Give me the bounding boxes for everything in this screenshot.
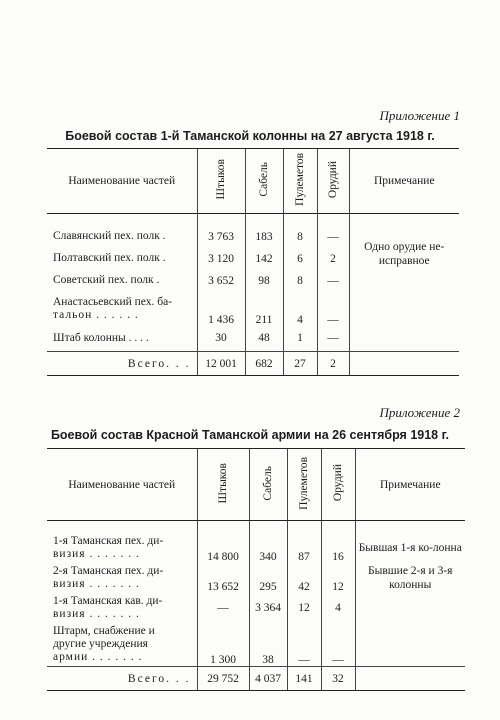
table-2 <box>47 448 465 691</box>
table-row <box>47 623 465 667</box>
header-sabers: Сабель <box>249 449 287 521</box>
sabers-value: 98 <box>245 270 283 292</box>
bayonets-value: 14 800 <box>197 533 249 563</box>
table-row <box>47 533 465 563</box>
header-guns: Орудий <box>317 149 349 214</box>
unit-name-line: Штарм, снабжение и <box>53 624 155 637</box>
bayonets-value: 13 652 <box>197 563 249 593</box>
sabers-value: 340 <box>249 533 287 563</box>
unit-name: Штаб колонны . . . . <box>53 331 149 344</box>
guns-value: — <box>317 270 349 292</box>
note-cell: Бывшие 2-я и 3-я колонны <box>355 563 465 593</box>
machine-guns-value: — <box>287 623 321 667</box>
machine-guns-value: 6 <box>283 248 317 270</box>
unit-name <box>47 563 197 593</box>
machine-guns-value: 42 <box>287 563 321 593</box>
header-name: Наименование частей <box>47 449 197 521</box>
table-2-title: Боевой состав Красной Таманской армии на 26 сентября 1918 г. <box>50 428 450 442</box>
table-row <box>47 563 465 593</box>
table-row <box>47 292 459 326</box>
total-row <box>47 352 459 376</box>
total-machine-guns: 141 <box>287 667 321 691</box>
guns-value: 4 <box>321 593 355 623</box>
header-name: Наименование частей <box>47 149 197 214</box>
machine-guns-value: 8 <box>283 226 317 248</box>
bayonets-value: 30 <box>197 326 245 352</box>
header-sabers: Сабель <box>245 149 283 214</box>
table-row <box>47 270 459 292</box>
bayonets-value: 1 300 <box>197 623 249 667</box>
unit-name-line: 1-я Таманская пех. ди- <box>53 534 164 547</box>
guns-value: 2 <box>317 248 349 270</box>
bayonets-value: — <box>197 593 249 623</box>
total-machine-guns: 27 <box>283 352 317 376</box>
unit-name <box>47 623 197 667</box>
guns-value: — <box>321 623 355 667</box>
header-bayonets: Штыков <box>197 149 245 214</box>
total-sabers: 682 <box>245 352 283 376</box>
unit-name-line: армии . . . . . . . <box>53 650 143 663</box>
unit-name-line: Анастасьевский пех. ба- <box>53 295 173 308</box>
total-row <box>47 667 465 691</box>
sabers-value: 3 364 <box>249 593 287 623</box>
unit-name: Полтавский пех. полк . <box>53 252 166 264</box>
machine-guns-value: 1 <box>283 326 317 352</box>
bayonets-value: 1 436 <box>197 292 245 326</box>
note-cell <box>355 593 465 623</box>
unit-name-line: тальон . . . . . . <box>53 308 139 321</box>
unit-name: Славянский пех. полк . <box>53 230 166 242</box>
unit-name: Советский пех. полк . <box>53 274 160 286</box>
note-cell <box>355 623 465 667</box>
header-bayonets: Штыков <box>197 449 249 521</box>
total-bayonets: 29 752 <box>197 667 249 691</box>
table-row <box>47 593 465 623</box>
guns-value: — <box>317 326 349 352</box>
bayonets-value: 3 652 <box>197 270 245 292</box>
bayonets-value: 3 763 <box>197 226 245 248</box>
total-guns: 32 <box>321 667 355 691</box>
table-1 <box>47 148 459 376</box>
unit-name-line: 1-я Таманская кав. ди- <box>53 594 163 607</box>
unit-name-line: визия . . . . . . . <box>53 607 140 620</box>
appendix-1-label: Приложение 1 <box>379 108 460 123</box>
unit-name <box>47 593 197 623</box>
unit-name-line: 2-я Таманская пех. ди- <box>53 564 164 577</box>
sabers-value: 48 <box>245 326 283 352</box>
machine-guns-value: 4 <box>283 292 317 326</box>
total-sabers: 4 037 <box>249 667 287 691</box>
unit-name-line: визия . . . . . . . <box>53 577 140 590</box>
sabers-value: 183 <box>245 226 283 248</box>
machine-guns-value: 87 <box>287 533 321 563</box>
machine-guns-value: 12 <box>287 593 321 623</box>
note-cell: Бывшая 1-я ко-лонна <box>355 533 465 563</box>
note-cell: Одно орудие не-исправное <box>349 226 459 270</box>
unit-name-line: другие учреждения <box>53 637 148 650</box>
guns-value: — <box>317 292 349 326</box>
header-machine-guns: Пулеметов <box>283 149 317 214</box>
guns-value: 16 <box>321 533 355 563</box>
sabers-value: 211 <box>245 292 283 326</box>
table-row <box>47 226 459 248</box>
guns-value: 12 <box>321 563 355 593</box>
machine-guns-value: 8 <box>283 270 317 292</box>
header-note: Примечание <box>355 449 465 521</box>
unit-name <box>47 533 197 563</box>
header-machine-guns: Пулеметов <box>287 449 321 521</box>
bayonets-value: 3 120 <box>197 248 245 270</box>
total-guns: 2 <box>317 352 349 376</box>
sabers-value: 295 <box>249 563 287 593</box>
sabers-value: 38 <box>249 623 287 667</box>
table-row <box>47 326 459 352</box>
total-label: Всего. . . <box>47 667 197 691</box>
table-1-title: Боевой состав 1-й Таманской колонны на 27 августа 1918 г. <box>65 129 435 143</box>
unit-name <box>47 292 197 326</box>
sabers-value: 142 <box>245 248 283 270</box>
header-guns: Орудий <box>321 449 355 521</box>
guns-value: — <box>317 226 349 248</box>
appendix-2-label: Приложение 2 <box>379 405 460 420</box>
header-note: Примечание <box>349 149 459 214</box>
unit-name-line: визия . . . . . . . <box>53 547 140 560</box>
total-bayonets: 12 001 <box>197 352 245 376</box>
total-label: Всего. . . <box>47 352 197 376</box>
